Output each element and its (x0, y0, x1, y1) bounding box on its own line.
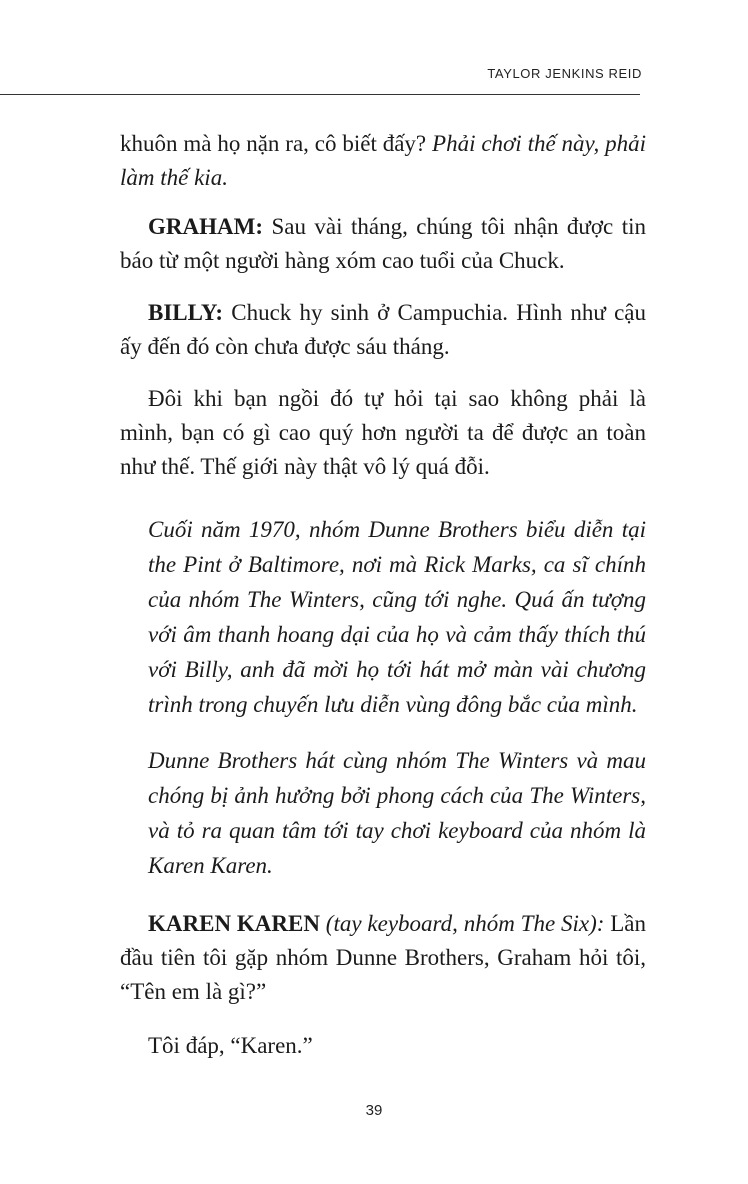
paragraph-graham (120, 210, 646, 278)
narrative-text: Cuối năm 1970, nhóm Dunne Brothers biểu diễn tại the Pint ở Baltimore, nơi mà Rick Marks, ca sĩ chính của nhóm The Winters, cũng tới nghe. Quá ấn tượng với âm thanh hoang dại của họ và cảm thấy thích thú với Billy, anh đã mời họ tới hát mở màn vài chương trình trong chuyến lưu diễn vùng đông bắc của mình. (148, 517, 646, 717)
running-header: TAYLOR JENKINS REID (487, 66, 642, 81)
paragraph-continuation (120, 127, 646, 195)
paragraph-text: khuôn mà họ nặn ra, cô biết đấy? (120, 131, 433, 156)
speaker-name: BILLY: (148, 300, 224, 325)
narrative-block-1 (148, 512, 646, 722)
narrative-block-2 (148, 743, 646, 883)
speaker-name: GRAHAM: (148, 214, 263, 239)
paragraph-reply (120, 1029, 646, 1063)
speaker-role: (tay keyboard, nhóm The Six): (319, 911, 605, 936)
paragraph-billy (120, 296, 646, 364)
paragraph-karen (120, 907, 646, 1009)
paragraph-reflection (120, 382, 646, 484)
narrative-text: Dunne Brothers hát cùng nhóm The Winters và mau chóng bị ảnh hưởng bởi phong cách của The Winters, và tỏ ra quan tâm tới tay chơi keyboard của nhóm là Karen Karen. (148, 748, 646, 878)
paragraph-text: Sau vài tháng, chúng tôi nhận được tin báo từ một người hàng xóm cao tuổi của Chuck. (120, 214, 646, 273)
paragraph-italic-text: Phải chơi thế này, phải làm thế kia. (120, 131, 646, 190)
paragraph-text: Tôi đáp, “Karen.” (148, 1033, 313, 1058)
page-number: 39 (365, 1102, 383, 1119)
paragraph-text: Chuck hy sinh ở Campuchia. Hình như cậu ấy đến đó còn chưa được sáu tháng. (120, 300, 646, 359)
paragraph-text: Đôi khi bạn ngồi đó tự hỏi tại sao không phải là mình, bạn có gì cao quý hơn người ta để được an toàn như thế. Thế giới này thật vô lý quá đỗi. (120, 386, 646, 479)
paragraph-text: Lần đầu tiên tôi gặp nhóm Dunne Brothers, Graham hỏi tôi, “Tên em là gì?” (120, 911, 646, 1004)
speaker-name: KAREN KAREN (148, 911, 320, 936)
header-rule (0, 94, 640, 95)
